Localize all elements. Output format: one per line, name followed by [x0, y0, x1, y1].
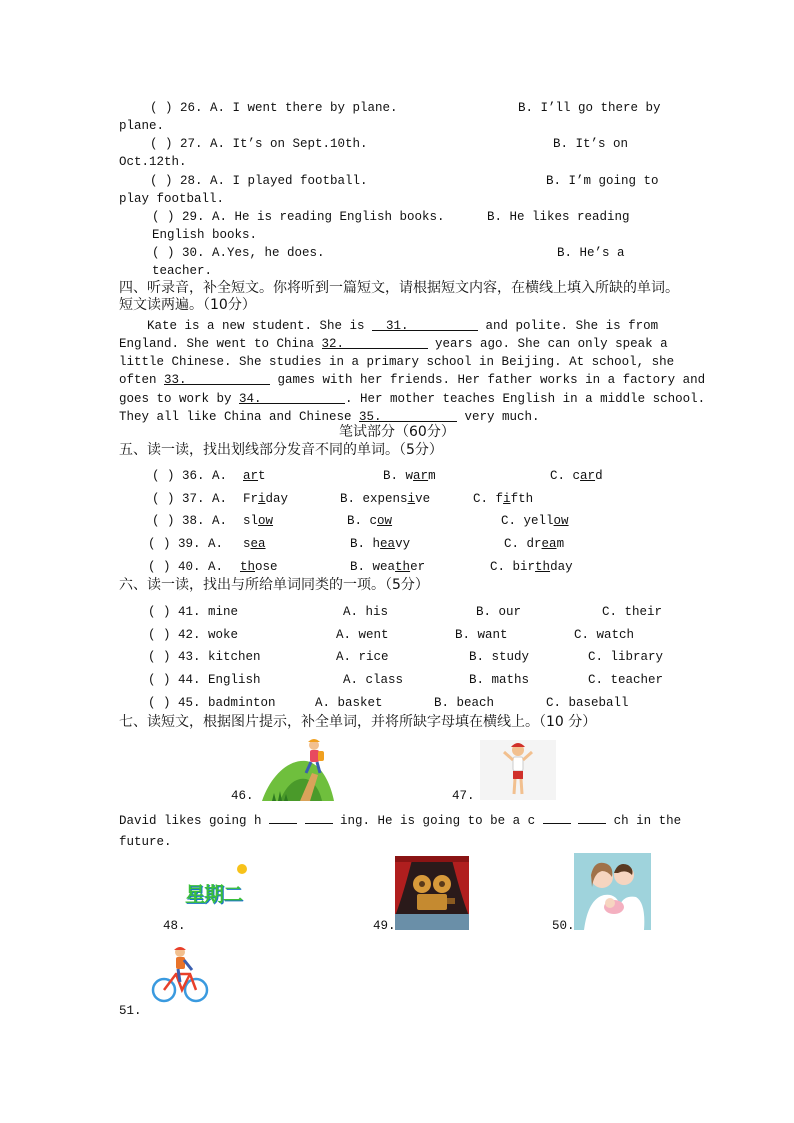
q40-option-b: B. weather	[350, 560, 426, 574]
label-47: 47.	[452, 789, 475, 803]
blank-35[interactable]: 35.	[359, 409, 457, 422]
q45-option-a: A. basket	[315, 696, 383, 710]
q39-stem: ( ) 39. A.	[148, 537, 224, 551]
label-49: 49.	[373, 919, 396, 933]
q27-line2: Oct.12th.	[119, 155, 187, 169]
q41-option-a: A. his	[343, 605, 389, 619]
q37-option-c: C. fifth	[473, 492, 534, 506]
q29-line2: English books.	[152, 228, 258, 242]
section7-sentence-line1: David likes going h ing. He is going to be a c ch in the	[119, 811, 681, 829]
q43-stem: ( ) 43. kitchen	[148, 650, 261, 664]
passage-line-6: They all like China and Chinese 35. very much.	[119, 410, 540, 424]
q26-line2: plane.	[119, 119, 165, 133]
q37-stem: ( ) 37. A.	[152, 492, 228, 506]
q38-stem: ( ) 38. A.	[152, 514, 228, 528]
q39-option-c: C. dream	[504, 537, 565, 551]
q26-line1-right: B. I’ll go there by	[518, 101, 661, 115]
q30-line1-left: ( ) 30. A.Yes, he does.	[152, 246, 325, 260]
family-picture	[574, 853, 651, 930]
blank-33[interactable]: 33.	[164, 372, 270, 385]
passage-line-2: England. She went to China 32. years ago. She can only speak a	[119, 337, 668, 351]
q42-stem: ( ) 42. woke	[148, 628, 239, 642]
label-51: 51.	[119, 1004, 142, 1018]
blank-31[interactable]: 31.	[372, 318, 478, 331]
q42-option-c: C. watch	[574, 628, 635, 642]
section4-title-line1: 四、听录音，补全短文。你将听到一篇短文，请根据短文内容，在横线上填入所缺的单词。	[119, 280, 679, 296]
q39-option-a: sea	[243, 537, 266, 551]
q43-option-c: C. library	[588, 650, 664, 664]
q41-option-b: B. our	[476, 605, 522, 619]
section7-sentence-line2: future.	[119, 835, 172, 849]
passage-line-5: goes to work by 34. . Her mother teaches English in a middle school.	[119, 392, 706, 406]
q41-stem: ( ) 41. mine	[148, 605, 239, 619]
q27-line1-left: ( ) 27. A. It’s on Sept.10th.	[150, 137, 368, 151]
q45-option-c: C. baseball	[546, 696, 629, 710]
blank-34[interactable]: 34.	[239, 391, 345, 404]
tuesday-picture-text: 星期二	[185, 882, 242, 906]
q27-line1-right: B. It’s on	[553, 137, 629, 151]
label-46: 46.	[231, 789, 254, 803]
q38-option-c: C. yellow	[501, 514, 569, 528]
q36-stem: ( ) 36. A.	[152, 469, 228, 483]
q41-option-c: C. their	[602, 605, 663, 619]
q42-option-a: A. went	[336, 628, 389, 642]
q40-option-a: those	[240, 560, 278, 574]
q29-line1-left: ( ) 29. A. He is reading English books.	[152, 210, 445, 224]
cinema-projector-picture	[395, 856, 469, 930]
tuesday-picture	[183, 858, 255, 928]
blank-32[interactable]: 32.	[322, 336, 428, 349]
q38-option-a: slow	[243, 514, 274, 528]
q37-option-b: B. expensive	[340, 492, 431, 506]
q44-option-b: B. maths	[469, 673, 530, 687]
blank-47b[interactable]	[578, 811, 606, 824]
q36-option-c: C. card	[550, 469, 603, 483]
q29-line1-right: B. He likes reading	[487, 210, 630, 224]
blank-47a[interactable]	[543, 811, 571, 824]
label-48: 48.	[163, 919, 186, 933]
q28-line2: play football.	[119, 192, 225, 206]
q42-option-b: B. want	[455, 628, 508, 642]
q37-option-a: Friday	[243, 492, 289, 506]
q38-option-b: B. cow	[347, 514, 393, 528]
q39-option-b: B. heavy	[350, 537, 411, 551]
sun-icon	[237, 864, 247, 874]
q30-line2: teacher.	[152, 264, 213, 278]
blank-46a[interactable]	[269, 811, 297, 824]
q44-option-c: C. teacher	[588, 673, 664, 687]
passage-line-3: little Chinese. She studies in a primary school in Beijing. At school, she	[119, 355, 675, 369]
q30-line1-right: B. He’s a	[557, 246, 625, 260]
cycling-picture	[150, 944, 210, 1004]
passage-line-1: Kate is a new student. She is 31. and polite. She is from	[147, 319, 659, 333]
q45-option-b: B. beach	[434, 696, 495, 710]
q28-line1-left: ( ) 28. A. I played football.	[150, 174, 368, 188]
section4-title-line2: 短文读两遍。（10分）	[119, 297, 256, 313]
written-part-header: 笔试部分（60分）	[339, 424, 455, 440]
boy-waving-picture	[480, 740, 556, 800]
q44-stem: ( ) 44. English	[148, 673, 261, 687]
q40-stem: ( ) 40. A.	[148, 560, 224, 574]
q45-stem: ( ) 45. badminton	[148, 696, 276, 710]
q26-line1-left: ( ) 26. A. I went there by plane.	[150, 101, 398, 115]
blank-46b[interactable]	[305, 811, 333, 824]
section5-title: 五、读一读，找出划线部分发音不同的单词。（5分）	[119, 442, 443, 458]
passage-line-4: often 33. games with her friends. Her father works in a factory and	[119, 373, 706, 387]
section7-title: 七、读短文，根据图片提示，补全单词，并将所缺字母填在横线上。（10 分）	[119, 714, 597, 730]
q28-line1-right: B. I’m going to	[546, 174, 659, 188]
q43-option-a: A. rice	[336, 650, 389, 664]
hiking-picture	[260, 737, 336, 803]
section6-title: 六、读一读，找出与所给单词同类的一项。（5分）	[119, 577, 429, 593]
q36-option-a: art	[243, 469, 266, 483]
label-50: 50.	[552, 919, 575, 933]
q40-option-c: C. birthday	[490, 560, 573, 574]
q43-option-b: B. study	[469, 650, 530, 664]
q36-option-b: B. warm	[383, 469, 436, 483]
q44-option-a: A. class	[343, 673, 404, 687]
